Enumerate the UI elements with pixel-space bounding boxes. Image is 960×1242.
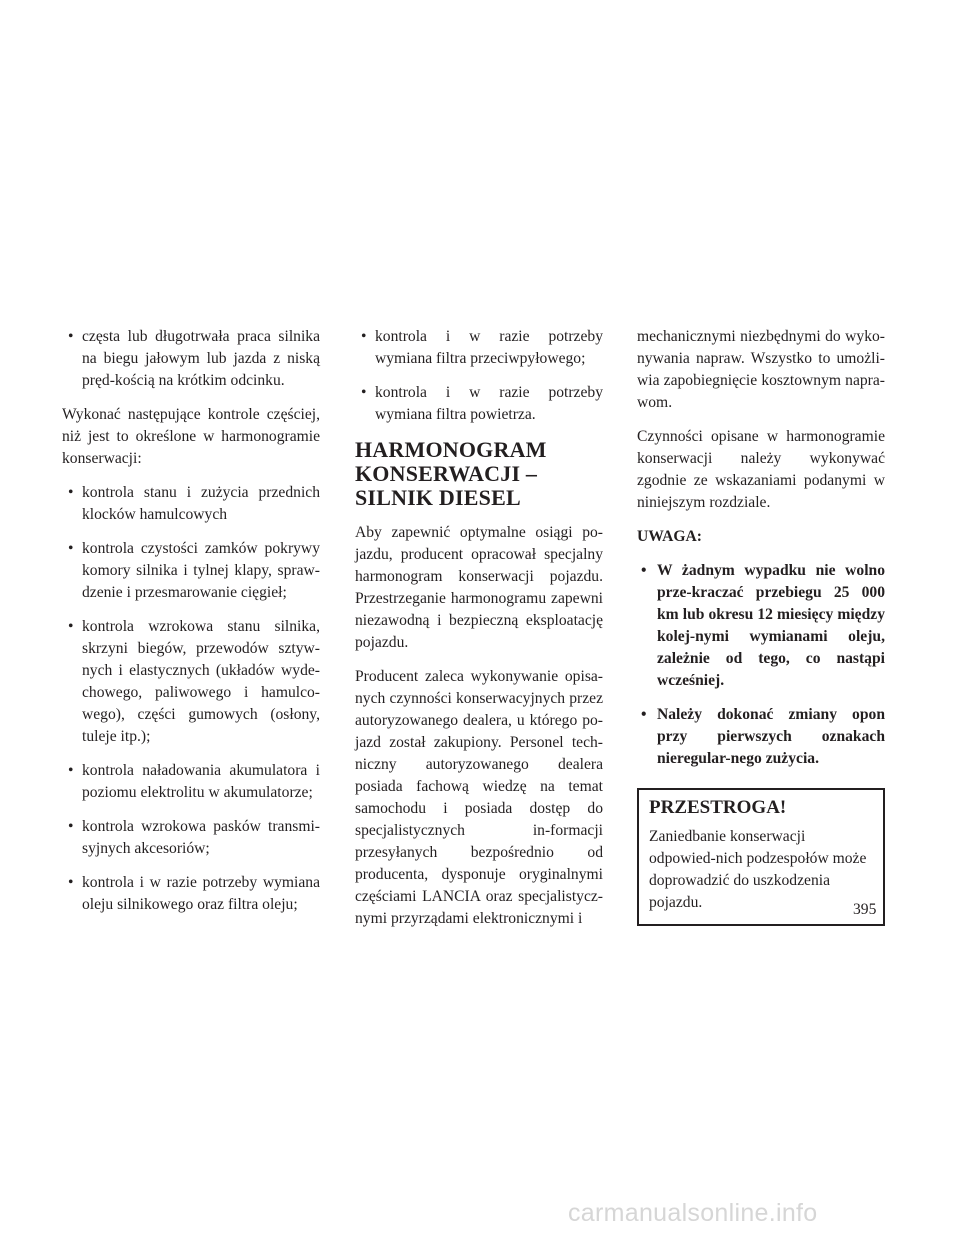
watermark: carmanualsonline.info [568,1199,818,1227]
list-item: • kontrola i w razie potrzeby wymiana filtra przeciwpyłowego; [355,326,603,370]
page-number: 395 [853,901,877,918]
list-item: • kontrola i w razie potrzeby wymiana filtra powietrza. [355,382,603,426]
section-heading: HARMONOGRAM KONSERWACJI – SILNIK DIESEL [355,437,547,510]
list-item: • kontrola wzrokowa stanu silnika, skrzyni biegów, przewodów sztyw-nych i elastycznych (układów wyde-chowego, paliwowego i hamulco-wego), części gumowych (osłony, tuleje itp.); [62,616,320,748]
body-paragraph: Czynności opisane w harmonogramie konserwacji należy wykonywać zgodnie ze wskazaniami podanymi w niniejszym rozdziale. [637,428,885,511]
note-list [637,560,885,770]
checks-list [62,482,320,916]
checks-list-continued [355,326,603,426]
list-item: • W żadnym wypadku nie wolno prze-kraczać przebiegu 25 000 km lub okresu 12 miesięcy między kolej-nymi wymianami oleju, zależnie od tego, co nastąpi wcześniej. [637,560,885,692]
intro-paragraph: Wykonać następujące kontrole częściej, niż jest to określone w harmonogramie konserwacji: [62,406,320,467]
column-left [62,326,320,928]
body-paragraph: Aby zapewnić optymalne osiągi po-jazdu, producent opracował specjalny harmonogram konserwacji pojazdu. Przestrzeganie harmonogramu zapewni niezawodną i bezpieczną eksploatację pojazdu. [355,524,603,651]
note-title: UWAGA: [637,528,702,545]
list-item: • kontrola naładowania akumulatora i poziomu elektrolitu w akumulatorze; [62,760,320,804]
list-item: • kontrola wzrokowa pasków transmi-syjnych akcesoriów; [62,816,320,860]
warning-title: PRZESTROGA! [649,797,787,818]
list-item: • kontrola i w razie potrzeby wymiana oleju silnikowego oraz filtra oleju; [62,872,320,916]
list-item: • kontrola czystości zamków pokrywy komory silnika i tylnej klapy, spraw-dzenie i przesmarowanie cięgieł; [62,538,320,604]
body-paragraph: mechanicznymi niezbędnymi do wyko-nywania napraw. Wszystko to umożli-wia zapobiegnięcie kosztownym napra-wom. [637,328,885,411]
conditions-list [62,326,320,392]
column-right [637,326,885,926]
list-item: • kontrola stanu i zużycia przednich klocków hamulcowych [62,482,320,526]
list-item: • częsta lub długotrwała praca silnika na biegu jałowym lub jazda z niską pręd-kością na krótkim odcinku. [62,326,320,392]
warning-text: Zaniedbanie konserwacji odpowied-nich podzespołów może doprowadzić do uszkodzenia pojazdu. [649,828,867,911]
warning-box [637,788,885,926]
column-middle [355,326,603,942]
list-item: • Należy dokonać zmiany opon przy pierwszych oznakach nieregular-nego zużycia. [637,704,885,770]
body-paragraph: Producent zaleca wykonywanie opisa-nych czynności konserwacyjnych przez autoryzowanego dealera, u którego po-jazd został zakupiony. Personel tech-niczny autoryzowanego dealera posiada fachową wiedzę na temat samochodu i posiada dostęp do specjalistycznych in-formacji przesyłanych bezpośrednio od producenta, dysponuje oryginalnymi częściami LANCIA oraz specjalistycz-nymi przyrządami elektronicznymi i [355,668,603,927]
